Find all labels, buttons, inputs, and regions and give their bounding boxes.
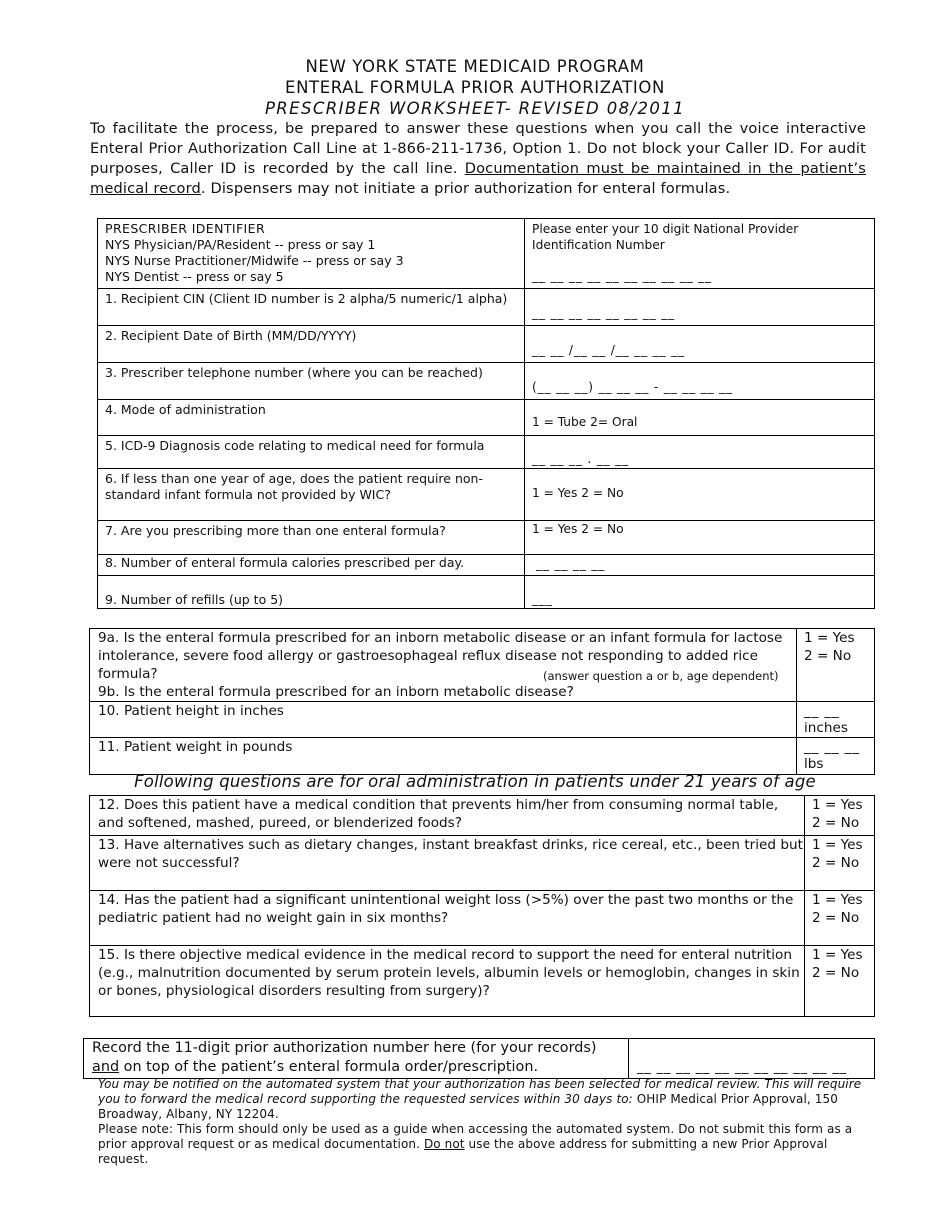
table-row xyxy=(98,436,875,469)
question-text: 7. Are you prescribing more than one enteral formula? xyxy=(105,523,446,538)
refills-blank[interactable]: ___ xyxy=(532,592,553,606)
answer-cell[interactable] xyxy=(525,436,875,469)
multiple-formula-options[interactable]: 1 = Yes 2 = No xyxy=(532,522,624,536)
calories-blank[interactable]: __ __ __ __ xyxy=(536,557,606,571)
answer-cell[interactable] xyxy=(525,289,875,326)
footer-review-notice xyxy=(98,1077,873,1122)
answer-cell[interactable] xyxy=(805,946,875,1017)
table-row xyxy=(90,738,875,775)
height-blank[interactable]: __ __ xyxy=(804,703,840,719)
intro-underlined-text: Documentation must be maintained in the patient’s medical record xyxy=(90,160,866,197)
prescriber-identifier-cell xyxy=(98,219,525,289)
table-row xyxy=(84,1039,875,1079)
form-title-program: NEW YORK STATE MEDICAID PROGRAM xyxy=(305,57,645,76)
question-9-note: (answer question a or b, age dependent) xyxy=(543,669,779,683)
table-row xyxy=(90,836,875,891)
answer-cell[interactable] xyxy=(805,796,875,836)
answer-yes[interactable]: 1 = Yes xyxy=(812,797,863,813)
question-cell: 10. Patient height in inches xyxy=(90,702,797,738)
question-9a: 9a. Is the enteral formula prescribed for an inborn metabolic disease or an infant formula for lactose intolerance, severe food allergy or gastroesophageal reflux disease not responding to added rice formula? xyxy=(98,630,783,682)
table-row xyxy=(98,326,875,363)
question-cell: 12. Does this patient have a medical condition that prevents him/her from consuming normal table, and softened, mashed, pureed, or blenderized foods? xyxy=(90,796,805,836)
form-title-subject: ENTERAL FORMULA PRIOR AUTHORIZATION xyxy=(285,78,665,97)
question-cell: 1. Recipient CIN (Client ID number is 2 alpha/5 numeric/1 alpha) xyxy=(98,289,525,326)
answer-no[interactable]: 2 = No xyxy=(804,648,852,664)
record-instruction-cell xyxy=(84,1039,629,1079)
answer-cell[interactable] xyxy=(805,891,875,946)
prescriber-option-physician: NYS Physician/PA/Resident -- press or say 1 xyxy=(105,237,376,252)
height-unit: inches xyxy=(804,720,848,736)
weight-blank[interactable]: __ __ __ xyxy=(804,739,860,755)
footer-note-a: Please note: This form should only be used as a guide when accessing the automated system. Do not submit this form as a prior approval request or as medical documentation. xyxy=(98,1122,853,1151)
table-row xyxy=(98,576,875,609)
prescriber-option-dentist: NYS Dentist -- press or say 5 xyxy=(105,269,284,284)
question-cell: 11. Patient weight in pounds xyxy=(90,738,797,775)
question-cell: 4. Mode of administration xyxy=(98,400,525,436)
answer-no[interactable]: 2 = No xyxy=(812,815,860,831)
question-cell: 5. ICD-9 Diagnosis code relating to medical need for formula xyxy=(98,436,525,469)
question-text: 9. Number of refills (up to 5) xyxy=(105,592,284,607)
footer-note-underlined: Do not xyxy=(423,1137,465,1151)
table-row xyxy=(90,629,875,702)
prescriber-identifier-title: PRESCRIBER IDENTIFIER xyxy=(105,221,266,236)
table-row xyxy=(90,702,875,738)
answer-cell[interactable] xyxy=(525,326,875,363)
oral-administration-table xyxy=(89,795,875,1017)
footer-address: OHIP Medical Prior Approval, 150 Broadway, Albany, NY 12204. xyxy=(98,1092,838,1121)
prescriber-worksheet-table xyxy=(97,218,875,609)
infant-formula-options[interactable]: 1 = Yes 2 = No xyxy=(532,486,624,500)
authorization-number-blank[interactable]: __ __ __ __ __ __ __ __ __ __ __ xyxy=(637,1060,847,1075)
answer-cell[interactable] xyxy=(805,836,875,891)
table-row xyxy=(98,219,875,289)
record-text-line2 xyxy=(92,1058,628,1077)
question-cell xyxy=(98,521,525,555)
record-text-a: Record the 11-digit prior authorization number here (for your records) xyxy=(92,1040,597,1056)
form-title-worksheet: PRESCRIBER WORKSHEET- REVISED 08/2011 xyxy=(264,99,686,118)
intro-paragraph xyxy=(90,119,866,199)
table-row xyxy=(98,289,875,326)
npi-blank[interactable]: __ __ __ __ __ __ __ __ __ __ xyxy=(532,269,712,283)
question-cell xyxy=(98,576,525,609)
answer-no[interactable]: 2 = No xyxy=(812,910,860,926)
intro-text-a: To facilitate the process, be prepared to answer these questions when you call the voice interactive Enteral Prior Authorization Call Line at 1-866-211-1736, Option 1. Do not block your Caller ID. For audit purposes, Caller ID is recorded by the call line. xyxy=(90,120,866,177)
mode-options[interactable]: 1 = Tube 2= Oral xyxy=(532,415,638,429)
answer-yes[interactable]: 1 = Yes xyxy=(812,837,863,853)
footer-please-note xyxy=(98,1122,873,1167)
prescriber-option-nurse: NYS Nurse Practitioner/Midwife -- press or say 3 xyxy=(105,253,404,268)
cin-blank[interactable]: __ __ __ __ __ __ __ __ xyxy=(532,306,676,320)
table-row xyxy=(90,891,875,946)
table-row xyxy=(98,555,875,576)
icd9-blank[interactable]: __ __ __ . __ __ xyxy=(532,452,629,466)
answer-cell[interactable] xyxy=(797,629,875,702)
answer-no[interactable]: 2 = No xyxy=(812,965,860,981)
answer-cell[interactable] xyxy=(525,469,875,521)
footer-notes xyxy=(98,1077,873,1167)
table-row xyxy=(98,469,875,521)
oral-administration-subheading: Following questions are for oral administration in patients under 21 years of age xyxy=(134,772,816,791)
question-cell: 13. Have alternatives such as dietary changes, instant breakfast drinks, rice cereal, etc., been tried but were not successful? xyxy=(90,836,805,891)
answer-cell[interactable] xyxy=(525,555,875,576)
answer-yes[interactable]: 1 = Yes xyxy=(812,892,863,908)
answer-yes[interactable]: 1 = Yes xyxy=(812,947,863,963)
table-row xyxy=(90,796,875,836)
footer-note-b: use the above address for submitting a new Prior Approval request. xyxy=(98,1137,828,1166)
question-cell xyxy=(90,629,797,702)
question-cell: 14. Has the patient had a significant unintentional weight loss (>5%) over the past two months or the pediatric patient had no weight gain in six months? xyxy=(90,891,805,946)
dob-blank[interactable]: __ __ /__ __ /__ __ __ __ xyxy=(532,343,685,357)
answer-yes[interactable]: 1 = Yes xyxy=(804,630,855,646)
record-text-b: on top of the patient’s enteral formula order/prescription. xyxy=(119,1059,539,1075)
phone-blank[interactable]: (__ __ __) __ __ __ - __ __ __ __ xyxy=(532,380,733,394)
answer-cell[interactable] xyxy=(525,400,875,436)
weight-unit: lbs xyxy=(804,756,824,772)
answer-cell[interactable] xyxy=(797,702,875,738)
answer-cell[interactable] xyxy=(797,738,875,775)
table-row xyxy=(90,946,875,1017)
question-cell: 15. Is there objective medical evidence in the medical record to support the need for enteral nutrition (e.g., malnutrition documented by serum protein levels, albumin levels or hemoglobin, changes in skin or bones, physiological disorders resulting from surgery)? xyxy=(90,946,805,1017)
intro-text-b: . Dispensers may not initiate a prior authorization for enteral formulas. xyxy=(200,180,731,197)
question-cell: 2. Recipient Date of Birth (MM/DD/YYYY) xyxy=(98,326,525,363)
npi-label: Please enter your 10 digit National Provider Identification Number xyxy=(532,222,799,252)
question-9b: 9b. Is the enteral formula prescribed for an inborn metabolic disease? xyxy=(98,684,574,700)
question-cell: 3. Prescriber telephone number (where you can be reached) xyxy=(98,363,525,400)
record-and: and xyxy=(92,1059,120,1075)
npi-answer-cell[interactable] xyxy=(525,219,875,289)
metabolic-table xyxy=(89,628,875,775)
authorization-record-table xyxy=(83,1038,875,1079)
footer-italic-text: You may be notified on the automated system that your authorization has been selected for medical review. This will require you to forward the medical record supporting the requested services within 30 days to: xyxy=(98,1077,862,1106)
answer-cell[interactable] xyxy=(525,363,875,400)
answer-cell[interactable] xyxy=(525,576,875,609)
table-row xyxy=(98,363,875,400)
table-row xyxy=(98,521,875,555)
question-cell: 8. Number of enteral formula calories prescribed per day. xyxy=(98,555,525,576)
answer-cell[interactable] xyxy=(525,521,875,555)
authorization-number-cell[interactable] xyxy=(629,1039,875,1079)
table-row xyxy=(98,400,875,436)
answer-no[interactable]: 2 = No xyxy=(812,855,860,871)
question-cell: 6. If less than one year of age, does the patient require non-standard infant formula not provided by WIC? xyxy=(98,469,525,521)
